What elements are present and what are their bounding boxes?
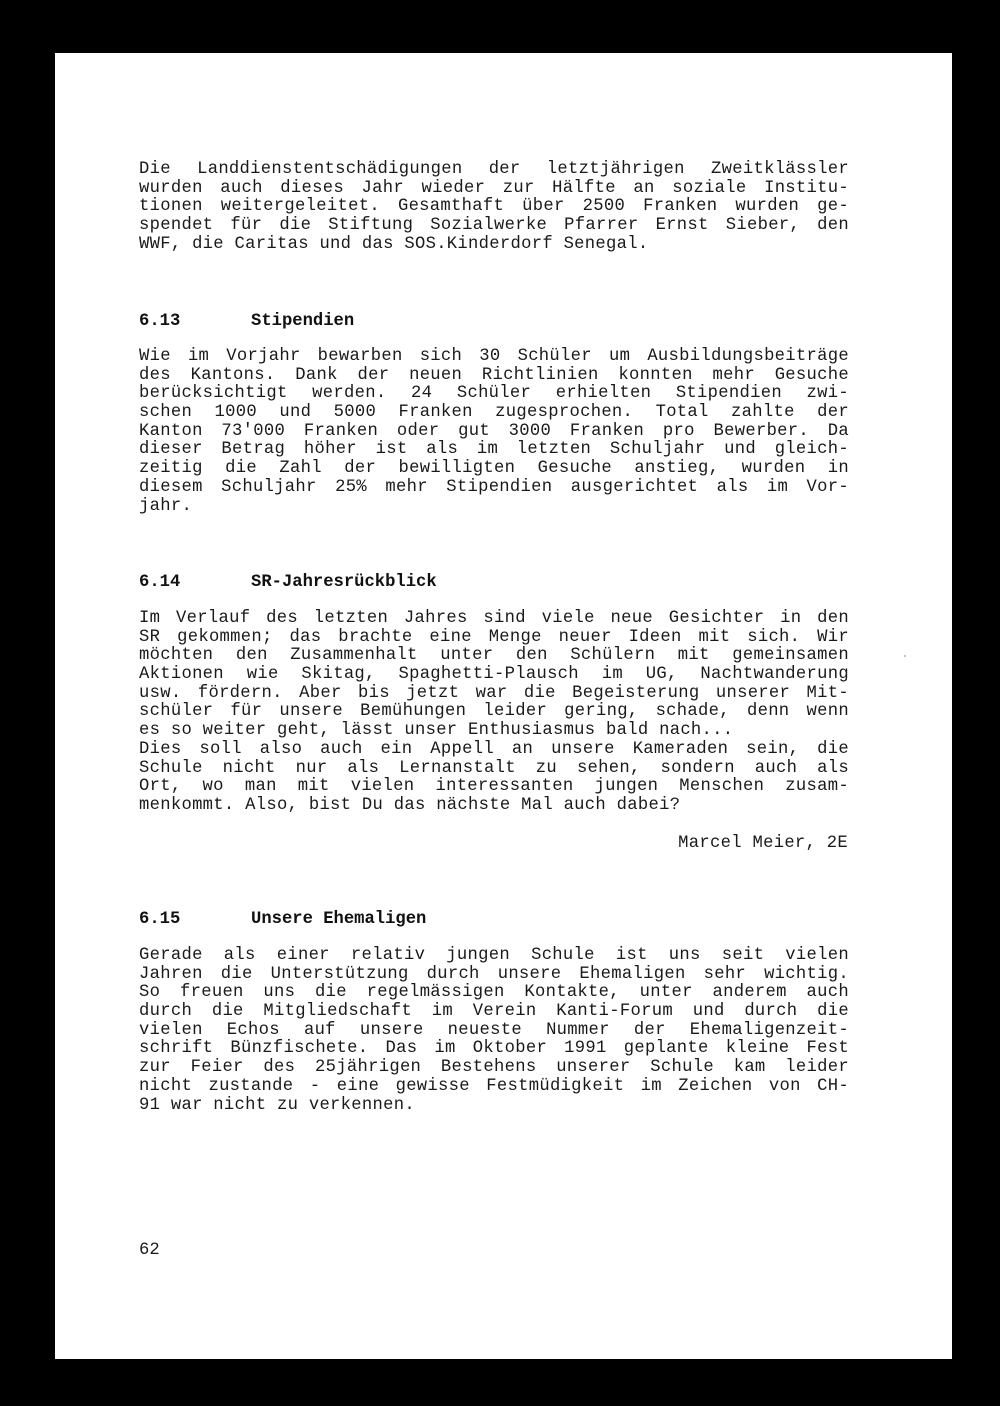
text-line: möchten den Zusammenhalt unter den Schülern mit gemeinsamen	[139, 646, 849, 666]
section-heading-6-14	[139, 573, 437, 593]
section-title: SR-Jahresrückblick	[251, 573, 437, 592]
page-number: 62	[139, 1241, 160, 1260]
section-title: Stipendien	[251, 312, 355, 331]
text-line: Wie im Vorjahr bewarben sich 30 Schüler um Ausbildungsbeiträge	[139, 347, 849, 366]
text-line: zeitig die Zahl der bewilligten Gesuche anstieg, wurden in	[139, 459, 849, 479]
text-line: schen 1000 und 5000 Franken zugesprochen. Total zahlte der	[139, 403, 849, 423]
section-number: 6.14	[139, 573, 181, 592]
text-line: usw. fördern. Aber bis jetzt war die Begeisterung unserer Mit-	[139, 683, 849, 703]
text-line: berücksichtigt werden. 24 Schüler erhielten Stipendien zwi-	[139, 384, 849, 404]
text-line: Die Landdienstentschädigungen der letztjährigen Zweitklässler	[139, 160, 849, 179]
intro-paragraph	[139, 161, 849, 254]
text-line: WWF, die Caritas und das SOS.Kinderdorf Senegal.	[139, 234, 649, 254]
text-line: Kanton 73'000 Franken oder gut 3000 Franken pro Bewerber. Da	[139, 421, 849, 441]
text-line: Dies soll also auch ein Appell an unsere Kameraden sein, die	[139, 739, 849, 759]
text-line: Im Verlauf des letzten Jahres sind viele neue Gesichter in den	[139, 609, 849, 628]
text-line: 91 war nicht zu verkennen.	[139, 1095, 415, 1115]
section-title: Unsere Ehemaligen	[251, 910, 427, 929]
text-line: Ort, wo man mit vielen interessanten jungen Menschen zusam-	[139, 777, 849, 797]
text-line: des Kantons. Dank der neuen Richtlinien konnten mehr Gesuche	[139, 365, 849, 385]
text-line: menkommt. Also, bist Du das nächste Mal auch dabei?	[139, 795, 681, 815]
text-line: schrift Bünzfischete. Das im Oktober 1991 geplante kleine Fest	[139, 1039, 849, 1059]
text-line: wurden auch dieses Jahr wieder zur Hälfte an soziale Institu-	[139, 178, 849, 198]
text-line: es so weiter geht, lässt unser Enthusiasmus bald nach...	[139, 721, 734, 741]
text-line: So freuen uns die regelmässigen Kontakte, unter anderem auch	[139, 983, 849, 1003]
text-line: diesem Schuljahr 25% mehr Stipendien ausgerichtet als im Vor-	[139, 477, 849, 497]
sr-jahresrueckblick-paragraph	[139, 610, 849, 816]
scan-speck	[904, 655, 906, 657]
text-line: zur Feier des 25jährigen Bestehens unserer Schule kam leider	[139, 1058, 849, 1078]
text-line: Jahren die Unterstützung durch unsere Ehemaligen sehr wichtig.	[139, 964, 849, 984]
document-page	[55, 53, 952, 1359]
text-line: vielen Echos auf unsere neueste Nummer der Ehemaligenzeit-	[139, 1020, 849, 1040]
text-line: SR gekommen; das brachte eine Menge neuer Ideen mit sich. Wir	[139, 627, 849, 647]
text-line: jahr.	[139, 496, 193, 516]
text-line: spendet für die Stiftung Sozialwerke Pfarrer Ernst Sieber, den	[139, 216, 849, 236]
text-line: tionen weitergeleitet. Gesamthaft über 2500 Franken wurden ge-	[139, 197, 849, 217]
text-line: Gerade als einer relativ jungen Schule ist uns seit vielen	[139, 946, 849, 965]
ehemalige-paragraph	[139, 947, 849, 1115]
text-line: Schule nicht nur als Lernanstalt zu sehen, sondern auch als	[139, 758, 849, 778]
text-line: durch die Mitgliedschaft im Verein Kanti-Forum und durch die	[139, 1002, 849, 1022]
author-signature: Marcel Meier, 2E	[678, 834, 848, 853]
text-line: dieser Betrag höher ist als im letzten Schuljahr und gleich-	[139, 440, 849, 460]
text-line: schüler für unsere Bemühungen leider gering, schade, denn wenn	[139, 702, 849, 722]
section-heading-6-13	[139, 312, 354, 332]
section-number: 6.13	[139, 312, 181, 331]
text-line: Aktionen wie Skitag, Spaghetti-Plausch im UG, Nachtwanderung	[139, 665, 849, 685]
section-number: 6.15	[139, 910, 181, 929]
section-heading-6-15	[139, 910, 426, 930]
stipendien-paragraph	[139, 348, 849, 516]
text-line: nicht zustande - eine gewisse Festmüdigkeit im Zeichen von CH-	[139, 1076, 849, 1096]
